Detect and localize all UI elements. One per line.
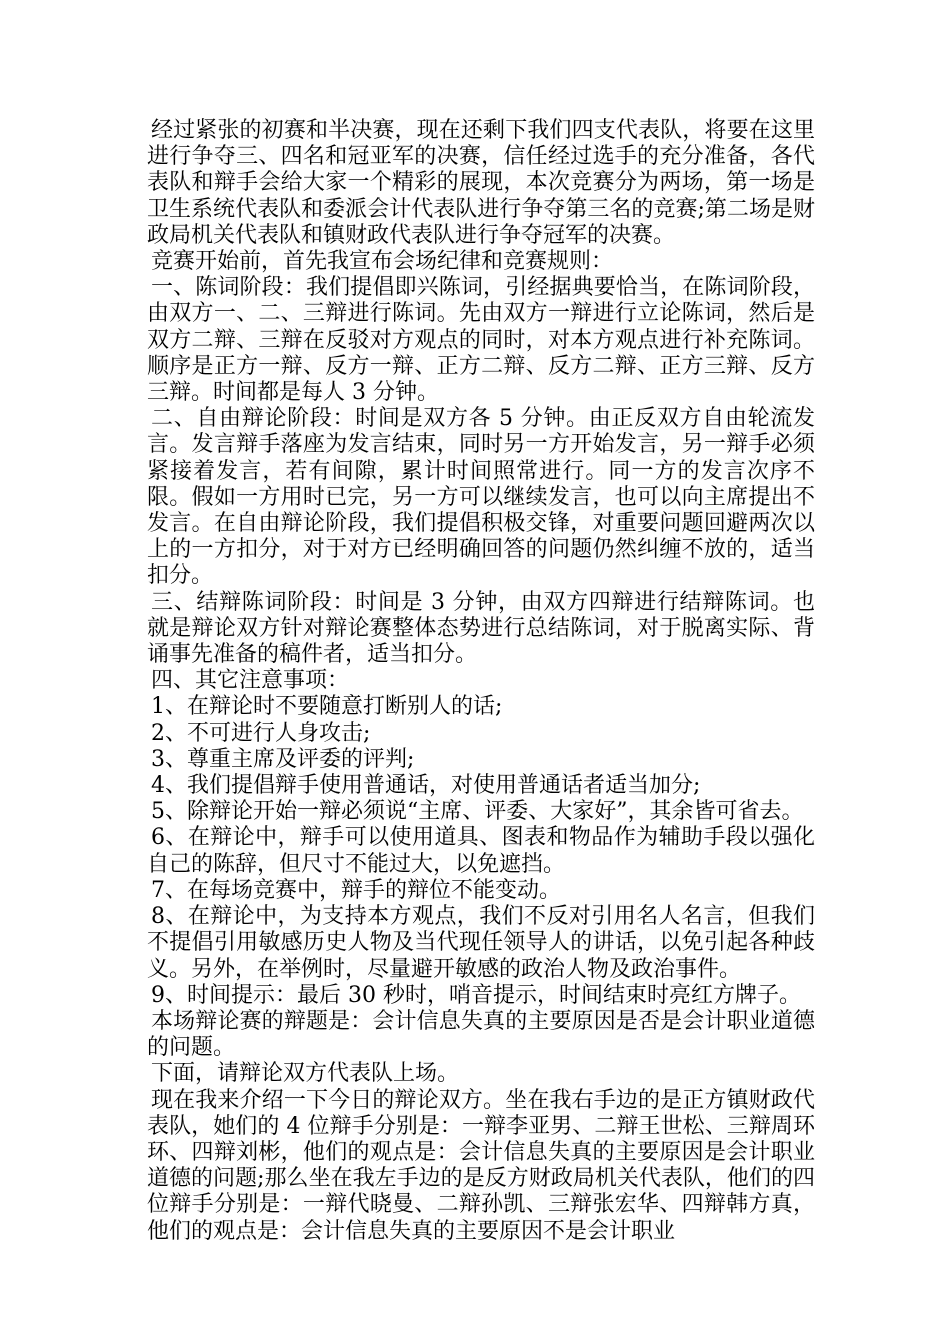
rules-intro-paragraph: 竞赛开始前，首先我宣布会场纪律和竞赛规则： [151, 249, 614, 275]
rule-statement-stage: 一、陈词阶段：我们提倡即兴陈词，引经据典要恰当，在陈词阶段，由双方一、二、三辩进行陈词。先由双方一辩进行立论陈词，然后是双方二辩、三辩在反驳对方观点的同时，对本方观点进行补充陈词。顺序是正方一辩、反方一辩、正方二辩、反方二辩、正方三辩、反方三辩。时间都是每人 3 分钟。 [147, 275, 815, 406]
intro-paragraph: 经过紧张的初赛和半决赛，现在还剩下我们四支代表队，将要在这里进行争夺三、四名和冠亚军的决赛，信任经过选手的充分准备，各代表队和辩手会给大家一个精彩的展现，本次竞赛分为两场，第一场是卫生系统代表队和委派会计代表队进行争夺第三名的竞赛;第二场是财政局机关代表队和镇财政代表队进行争夺冠军的决赛。 [147, 118, 815, 248]
note-item-3: 3、尊重主席及评委的评判; [151, 746, 415, 772]
note-item-6: 6、在辩论中，辩手可以使用道具、图表和物品作为辅助手段以强化自己的陈辞，但尺寸不能过大，以免遮挡。 [147, 825, 815, 877]
rule-free-debate-stage: 二、自由辩论阶段：时间是双方各 5 分钟。由正反双方自由轮流发言。发言辩手落座为发言结束，同时另一方开始发言，另一辩手必须紧接着发言，若有间隙，累计时间照常进行。同一方的发言次序不限。假如一方用时已完，另一方可以继续发言，也可以向主席提出不发言。在自由辩论阶段，我们提倡积极交锋，对重要问题回避两次以上的一方扣分，对于对方已经明确回答的问题仍然纠缠不放的，适当扣分。 [147, 406, 815, 589]
notes-heading: 四、其它注意事项： [151, 668, 350, 694]
note-item-8: 8、在辩论中，为支持本方观点，我们不反对引用名人名言，但我们不提倡引用敏感历史人物及当代现任领导人的讲话，以免引起各种歧义。另外，在举例时，尽量避开敏感的政治人物及政治事件。 [147, 904, 815, 982]
document-body [147, 118, 815, 1245]
note-item-5: 5、除辩论开始一辩必须说“主席、评委、大家好”，其余皆可省去。 [151, 799, 804, 825]
note-item-7: 7、在每场竞赛中，辩手的辩位不能变动。 [151, 877, 561, 903]
teams-enter-paragraph: 下面，请辩论双方代表队上场。 [151, 1061, 460, 1087]
teams-intro-paragraph: 现在我来介绍一下今日的辩论双方。坐在我右手边的是正方镇财政代表队，她们的 4 位辩手分别是：一辩李亚男、二辩王世松、三辩周环环、四辩刘彬，他们的观点是：会计信息失真的主要原因是会计职业道德的问题;那么坐在我左手边的是反方财政局机关代表队，他们的四位辩手分别是：一辩代晓曼、二辩孙凯、三辩张宏华、四辩韩方真，他们的观点是：会计信息失真的主要原因不是会计职业 [147, 1087, 815, 1244]
note-item-4: 4、我们提倡辩手使用普通话，对使用普通话者适当加分; [151, 773, 701, 799]
note-item-2: 2、不可进行人身攻击; [151, 720, 371, 746]
note-item-1: 1、在辩论时不要随意打断别人的话; [151, 694, 503, 720]
topic-paragraph: 本场辩论赛的辩题是：会计信息失真的主要原因是否是会计职业道德的问题。 [147, 1008, 815, 1061]
note-item-9: 9、时间提示：最后 30 秒时，哨音提示，时间结束时亮红方牌子。 [151, 982, 801, 1008]
rule-closing-stage: 三、结辩陈词阶段：时间是 3 分钟，由双方四辩进行结辩陈词。也就是辩论双方针对辩论赛整体态势进行总结陈词，对于脱离实际、背诵事先准备的稿件者，适当扣分。 [147, 589, 815, 668]
